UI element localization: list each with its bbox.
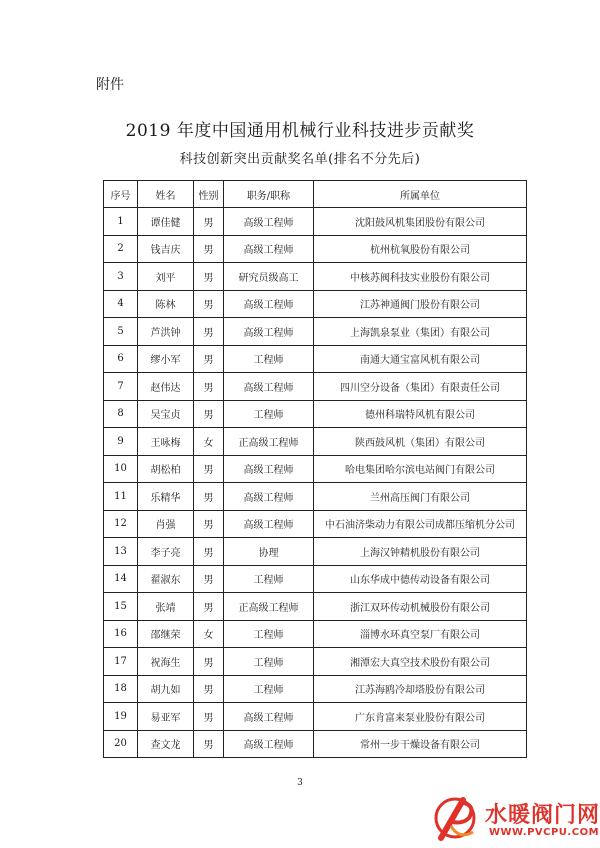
header-index: 序号: [104, 181, 138, 208]
cell-index: 12: [104, 510, 138, 538]
cell-title: 工程师: [224, 648, 314, 676]
table-row: [104, 730, 527, 758]
cell-organization: 上海汉钟精机股份有限公司: [314, 538, 527, 566]
pv-logo-icon: [433, 792, 483, 846]
cell-gender: 男: [194, 483, 224, 511]
cell-organization: 杭州杭氧股份有限公司: [314, 235, 527, 263]
cell-gender: 男: [194, 593, 224, 621]
cell-organization: 德州科瑞特风机有限公司: [314, 400, 527, 428]
cell-gender: 男: [194, 373, 224, 401]
cell-index: 18: [104, 675, 138, 703]
cell-gender: 男: [194, 565, 224, 593]
cell-index: 13: [104, 538, 138, 566]
table-body: [104, 208, 527, 758]
cell-index: 2: [104, 235, 138, 263]
cell-organization: 常州一步干燥设备有限公司: [314, 730, 527, 758]
cell-title: 工程师: [224, 345, 314, 373]
cell-gender: 男: [194, 510, 224, 538]
cell-gender: 女: [194, 428, 224, 456]
cell-name: 查文龙: [138, 730, 194, 758]
table-row: [104, 345, 527, 373]
cell-organization: 兰州高压阀门有限公司: [314, 483, 527, 511]
cell-organization: 湘潭宏大真空技术股份有限公司: [314, 648, 527, 676]
table-row: [104, 400, 527, 428]
cell-organization: 沈阳鼓风机集团股份有限公司: [314, 208, 527, 236]
cell-name: 谭佳健: [138, 208, 194, 236]
cell-name: 肖强: [138, 510, 194, 538]
header-name: 姓名: [138, 181, 194, 208]
cell-name: 祝海生: [138, 648, 194, 676]
cell-index: 5: [104, 318, 138, 346]
cell-organization: 中核苏阀科技实业股份有限公司: [314, 263, 527, 291]
cell-index: 14: [104, 565, 138, 593]
cell-gender: 男: [194, 538, 224, 566]
cell-name: 易亚军: [138, 703, 194, 731]
cell-index: 9: [104, 428, 138, 456]
table-row: [104, 208, 527, 236]
cell-organization: 哈电集团哈尔滨电站阀门有限公司: [314, 455, 527, 483]
cell-name: 陈林: [138, 290, 194, 318]
cell-index: 6: [104, 345, 138, 373]
cell-name: 钱吉庆: [138, 235, 194, 263]
cell-name: 翟淑东: [138, 565, 194, 593]
cell-organization: 中石油济柴动力有限公司成都压缩机分公司: [314, 510, 527, 538]
cell-name: 胡九如: [138, 675, 194, 703]
table-row: [104, 428, 527, 456]
cell-name: 王咏梅: [138, 428, 194, 456]
cell-title: 高级工程师: [224, 455, 314, 483]
table-row: [104, 648, 527, 676]
cell-index: 19: [104, 703, 138, 731]
cell-name: 乐精华: [138, 483, 194, 511]
cell-title: 研究员级高工: [224, 263, 314, 291]
cell-title: 高级工程师: [224, 290, 314, 318]
cell-name: 赵伟达: [138, 373, 194, 401]
cell-gender: 男: [194, 455, 224, 483]
table-row: [104, 290, 527, 318]
cell-gender: 男: [194, 235, 224, 263]
cell-index: 7: [104, 373, 138, 401]
cell-title: 高级工程师: [224, 235, 314, 263]
cell-title: 工程师: [224, 400, 314, 428]
cell-title: 高级工程师: [224, 373, 314, 401]
cell-organization: 江苏海鸥冷却塔股份有限公司: [314, 675, 527, 703]
cell-gender: 男: [194, 400, 224, 428]
cell-name: 缪小军: [138, 345, 194, 373]
cell-organization: 四川空分设备（集团）有限责任公司: [314, 373, 527, 401]
cell-gender: 男: [194, 730, 224, 758]
cell-index: 17: [104, 648, 138, 676]
cell-name: 芦洪钟: [138, 318, 194, 346]
cell-index: 11: [104, 483, 138, 511]
header-organization: 所属单位: [314, 181, 527, 208]
cell-gender: 男: [194, 703, 224, 731]
cell-organization: 上海凯泉泵业（集团）有限公司: [314, 318, 527, 346]
watermark-site-url: WWW.PVCPU.COM: [489, 827, 600, 838]
cell-gender: 男: [194, 318, 224, 346]
cell-title: 高级工程师: [224, 318, 314, 346]
cell-organization: 南通大通宝富风机有限公司: [314, 345, 527, 373]
cell-title: 工程师: [224, 620, 314, 648]
cell-index: 1: [104, 208, 138, 236]
award-list-table: [103, 180, 527, 758]
cell-name: 邵继荣: [138, 620, 194, 648]
cell-gender: 男: [194, 345, 224, 373]
cell-gender: 男: [194, 290, 224, 318]
cell-title: 高级工程师: [224, 730, 314, 758]
document-subtitle: 科技创新突出贡献奖名单(排名不分先后): [179, 152, 421, 167]
cell-title: 工程师: [224, 675, 314, 703]
cell-index: 16: [104, 620, 138, 648]
header-title: 职务/职称: [224, 181, 314, 208]
cell-organization: 山东华成中德传动设备有限公司: [314, 565, 527, 593]
cell-title: 高级工程师: [224, 510, 314, 538]
watermark-site-name: 水暖阀门网: [485, 803, 600, 828]
table-row: [104, 620, 527, 648]
cell-gender: 男: [194, 675, 224, 703]
cell-index: 3: [104, 263, 138, 291]
cell-index: 15: [104, 593, 138, 621]
cell-organization: 浙江双环传动机械股份有限公司: [314, 593, 527, 621]
document-title: 2019 年度中国通用机械行业科技进步贡献奖: [125, 121, 475, 141]
cell-gender: 男: [194, 208, 224, 236]
cell-organization: 淄博水环真空泵厂有限公司: [314, 620, 527, 648]
cell-index: 10: [104, 455, 138, 483]
cell-name: 刘平: [138, 263, 194, 291]
table-row: [104, 263, 527, 291]
cell-gender: 男: [194, 263, 224, 291]
cell-title: 高级工程师: [224, 483, 314, 511]
cell-index: 4: [104, 290, 138, 318]
cell-name: 李子亮: [138, 538, 194, 566]
table-row: [104, 593, 527, 621]
attachment-label: 附件: [96, 77, 124, 93]
table-row: [104, 235, 527, 263]
cell-gender: 男: [194, 648, 224, 676]
table-row: [104, 675, 527, 703]
cell-organization: 广东肯富来泵业股份有限公司: [314, 703, 527, 731]
table-row: [104, 565, 527, 593]
cell-index: 8: [104, 400, 138, 428]
cell-title: 工程师: [224, 565, 314, 593]
cell-index: 20: [104, 730, 138, 758]
cell-name: 胡松柏: [138, 455, 194, 483]
cell-organization: 陕西鼓风机（集团）有限公司: [314, 428, 527, 456]
table-row: [104, 373, 527, 401]
cell-title: 正高级工程师: [224, 428, 314, 456]
cell-title: 协理: [224, 538, 314, 566]
cell-title: 正高级工程师: [224, 593, 314, 621]
cell-title: 高级工程师: [224, 703, 314, 731]
table-row: [104, 318, 527, 346]
cell-organization: 江苏神通阀门股份有限公司: [314, 290, 527, 318]
cell-gender: 女: [194, 620, 224, 648]
table-row: [104, 538, 527, 566]
cell-name: 吴宝贞: [138, 400, 194, 428]
header-gender: 性别: [194, 181, 224, 208]
table-row: [104, 455, 527, 483]
table-row: [104, 483, 527, 511]
table-row: [104, 703, 527, 731]
cell-title: 高级工程师: [224, 208, 314, 236]
cell-name: 张靖: [138, 593, 194, 621]
page-number: 3: [297, 778, 303, 788]
table-header-row: [104, 181, 527, 208]
table-row: [104, 510, 527, 538]
site-watermark-logo: [433, 792, 600, 848]
